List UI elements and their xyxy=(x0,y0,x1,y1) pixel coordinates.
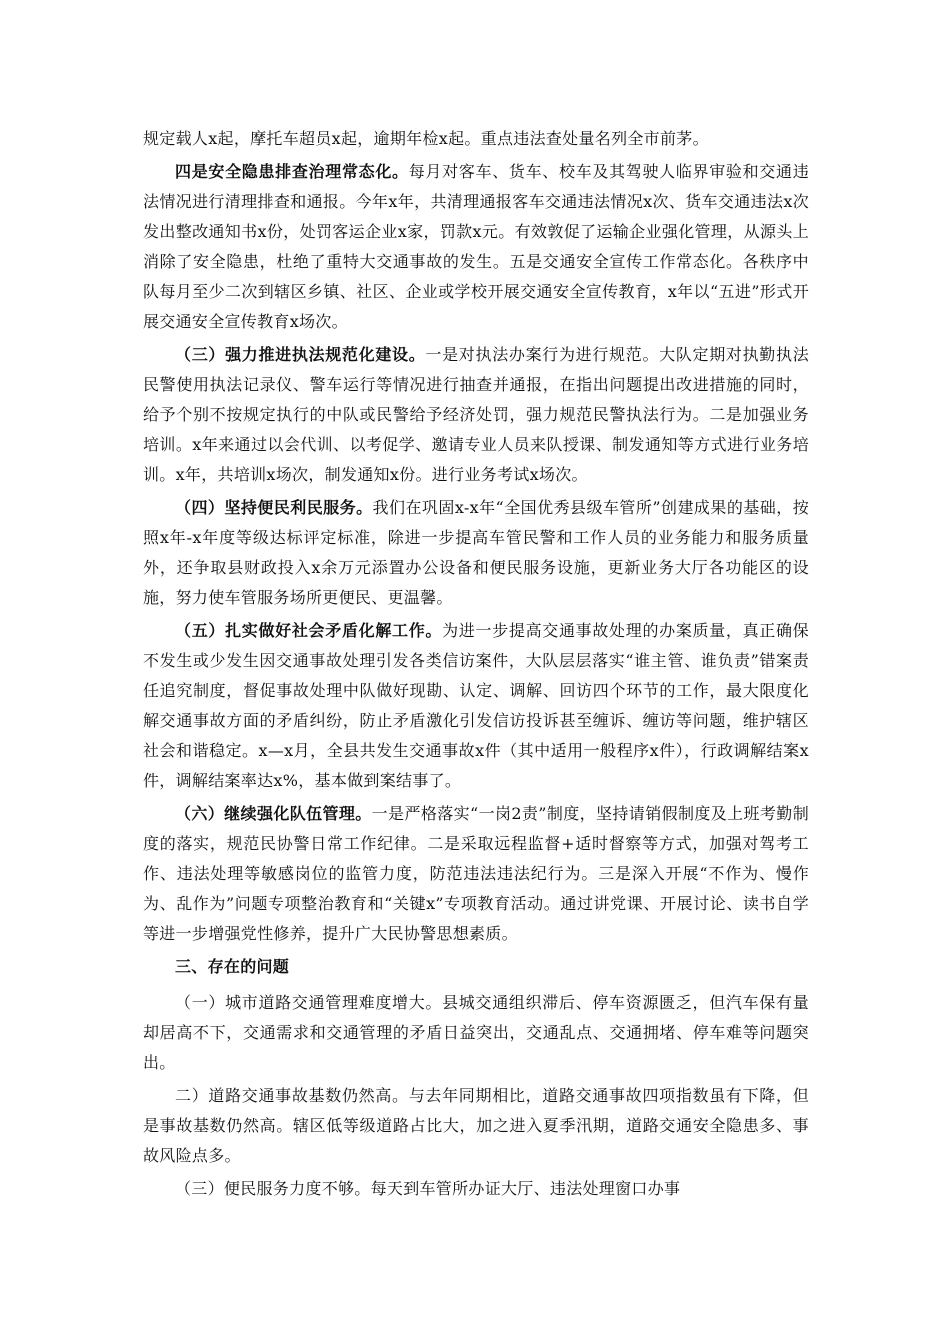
section-heading: 三、存在的问题 xyxy=(175,957,290,976)
paragraph xyxy=(143,493,809,613)
paragraph xyxy=(143,340,809,490)
document-body xyxy=(143,124,809,1207)
paragraph xyxy=(143,616,809,796)
paragraph-lead: （四）坚持便民利民服务。 xyxy=(175,498,373,517)
paragraph-text: 我们在巩固x-x年“全国优秀县级车管所”创建成果的基础，按照x年-x年度等级达标评定标准，除进一步提高车管民警和工作人员的业务能力和服务质量外，还争取县财政投入x余万元添置办公设备和便民服务设施，更新业务大厅各功能区的设施，努力使车管服务场所更便民、更温馨。 xyxy=(143,498,809,607)
paragraph-text: 每月对客车、货车、校车及其驾驶人临界审验和交通违法情况进行清理排查和通报。今年x年，共清理通报客车交通违法情况x次、货车交通违法x次发出整改通知书x份，处罚客运企业x家，罚款x元。有效敦促了运输企业强化管理，从源头上消除了安全隐患，杜绝了重特大交通事故的发生。五是交通安全宣传工作常态化。各秩序中队每月至少二次到辖区乡镇、社区、企业或学校开展交通安全宣传教育，x年以“五进”形式开展交通安全宣传教育x场次。 xyxy=(143,162,810,331)
paragraph xyxy=(143,157,809,337)
paragraph-lead: （六）继续强化队伍管理。 xyxy=(175,804,372,823)
paragraph-lead: （五）扎实做好社会矛盾化解工作。 xyxy=(175,621,443,640)
paragraph-text: 一是对执法办案行为进行规范。大队定期对执勤执法民警使用执法记录仪、警车运行等情况进行抽查并通报，在指出问题提出改进措施的同时，给予个别不按规定执行的中队或民警给予经济处罚，强力规范民警执法行为。二是加强业务培训。x年来通过以会代训、以考促学、邀请专业人员来队授课、制发通知等方式进行业务培训。x年，共培训x场次，制发通知x份。进行业务考试x场次。 xyxy=(143,345,809,484)
paragraph-lead: 四是安全隐患排查治理常态化。 xyxy=(175,162,409,181)
paragraph-text: 一是严格落实“一岗2责”制度，坚持请销假制度及上班考勤制度的落实，规范民协警日常工作纪律。二是采取远程监督+适时督察等方式，加强对驾考工作、违法处理等敏感岗位的监管力度，防范违法违法纪行为。三是深入开展“不作为、慢作为、乱作为”问题专项整治教育和“关键x”专项教育活动。通过讲党课、开展讨论、读书自学等进一步增强党性修养，提升广大民协警思想素质。 xyxy=(143,804,809,943)
problem-paragraph: 二）道路交通事故基数仍然高。与去年同期相比，道路交通事故四项指数虽有下降，但是事故基数仍然高。辖区低等级道路占比大，加之进入夏季汛期，道路交通安全隐患多、事故风险点多。 xyxy=(143,1086,809,1165)
paragraph xyxy=(143,799,809,949)
paragraph-text: 规定载人x起，摩托车超员x起，逾期年检x起。重点违法查处量名列全市前茅。 xyxy=(143,129,709,148)
problem-paragraph: （一）城市道路交通管理难度增大。县城交通组织滞后、停车资源匮乏，但汽车保有量却居高不下，交通需求和交通管理的矛盾日益突出，交通乱点、交通拥堵、停车难等问题突出。 xyxy=(143,993,809,1072)
paragraph-text: 为进一步提高交通事故处理的办案质量，真正确保不发生或少发生因交通事故处理引发各类信访案件，大队层层落实“谁主管、谁负责”错案责任追究制度，督促事故处理中队做好现勘、认定、调解、回访四个环节的工作，最大限度化解交通事故方面的矛盾纠纷，防止矛盾激化引发信访投诉甚至缠诉、缠访等问题，维护辖区社会和谐稳定。x—x月，全县共发生交通事故x件（其中适用一般程序x件），行政调解结案x件，调解结案率达x%，基本做到案结事了。 xyxy=(143,621,809,790)
problem-paragraph: （三）便民服务力度不够。每天到车管所办证大厅、违法处理窗口办事 xyxy=(175,1179,681,1198)
paragraph-lead: （三）强力推进执法规范化建设。 xyxy=(175,345,426,364)
paragraph xyxy=(143,124,809,154)
